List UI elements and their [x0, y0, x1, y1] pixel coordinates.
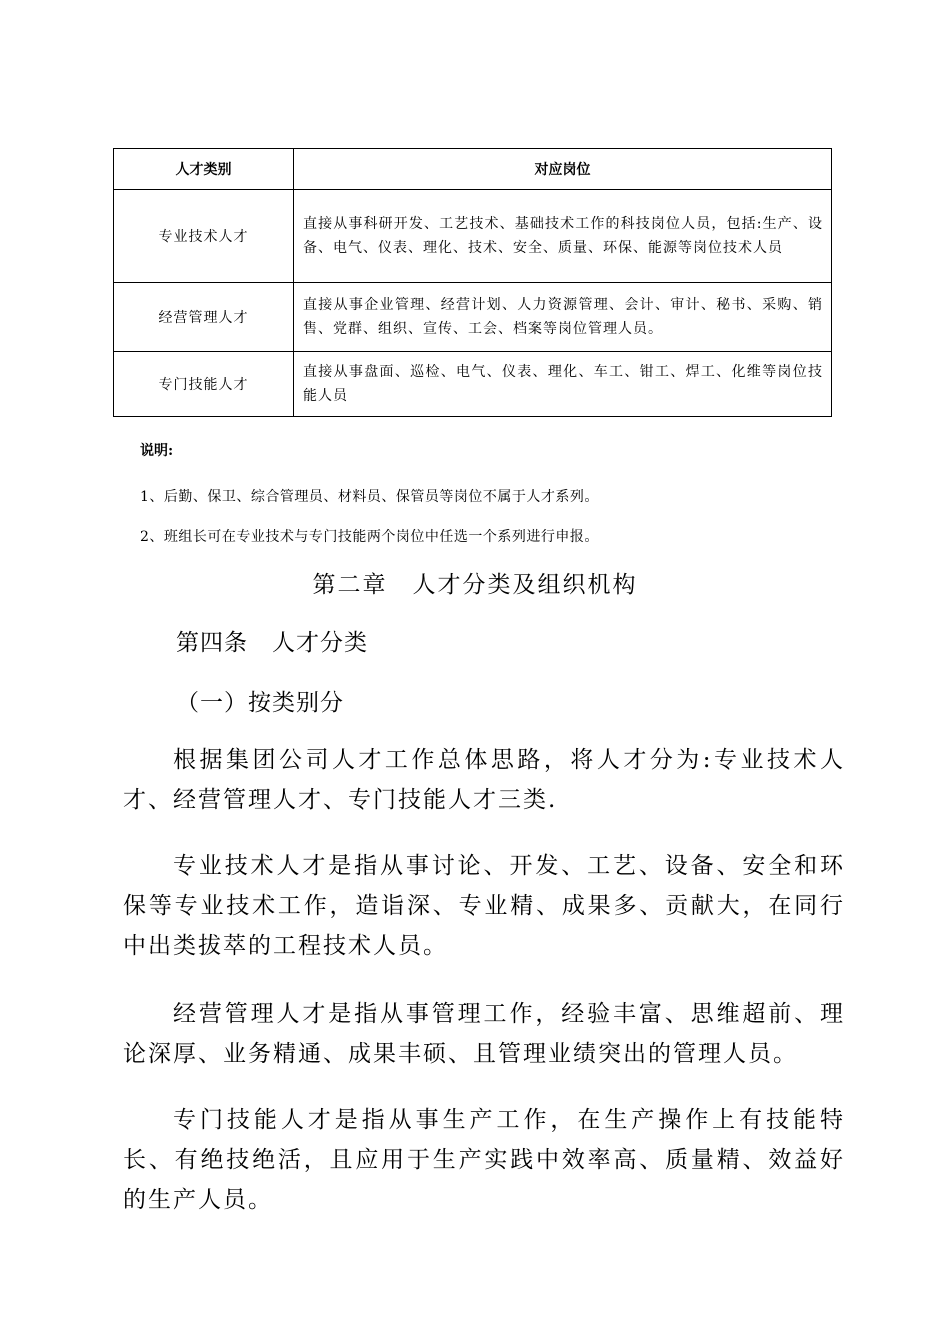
header-category: 人才类别: [114, 149, 294, 190]
row-category: 专业技术人才: [114, 190, 294, 283]
row-positions: 直接从事企业管理、经营计划、人力资源管理、会计、审计、秘书、采购、销售、党群、组织、宣传、工会、档案等岗位管理人员。: [294, 283, 832, 352]
row-category: 专门技能人才: [114, 352, 294, 417]
body-paragraph: 专门技能人才是指从事生产工作，在生产操作上有技能特长、有绝技绝活，且应用于生产实践中效率高、质量精、效益好的生产人员。: [123, 1107, 845, 1213]
body-paragraph: 经营管理人才是指从事管理工作，经验丰富、思维超前、理论深厚、业务精通、成果丰硕、且管理业绩突出的管理人员。: [123, 1001, 845, 1067]
note-item: 1、后勤、保卫、综合管理员、材料员、保管员等岗位不属于人才系列。: [140, 489, 599, 505]
notes-title: 说明:: [140, 443, 174, 459]
talent-category-table: [113, 148, 832, 417]
row-positions: 直接从事科研开发、工艺技术、基础技术工作的科技岗位人员，包括:生产、设备、电气、仪表、理化、技术、安全、质量、环保、能源等岗位技术人员: [294, 190, 832, 283]
table-header-row: [114, 149, 832, 190]
body-paragraph: 专业技术人才是指从事讨论、开发、工艺、设备、安全和环保等专业技术工作，造诣深、专业精、成果多、贡献大，在同行中出类拔萃的工程技术人员。: [123, 853, 845, 959]
row-category: 经营管理人才: [114, 283, 294, 352]
row-positions: 直接从事盘面、巡检、电气、仪表、理化、车工、钳工、焊工、化维等岗位技能人员: [294, 352, 832, 417]
note-item: 2、班组长可在专业技术与专门技能两个岗位中任选一个系列进行申报。: [140, 529, 599, 545]
chapter-title: 第二章 人才分类及组织机构: [312, 572, 638, 598]
article-title: 第四条 人才分类: [176, 630, 368, 656]
table-row: [114, 283, 832, 352]
table-row: [114, 190, 832, 283]
section-title: （一）按类别分: [176, 690, 344, 716]
table-row: [114, 352, 832, 417]
body-paragraph: 根据集团公司人才工作总体思路，将人才分为:专业技术人才、经营管理人才、专门技能人才三类.: [123, 747, 845, 813]
header-positions: 对应岗位: [294, 149, 832, 190]
